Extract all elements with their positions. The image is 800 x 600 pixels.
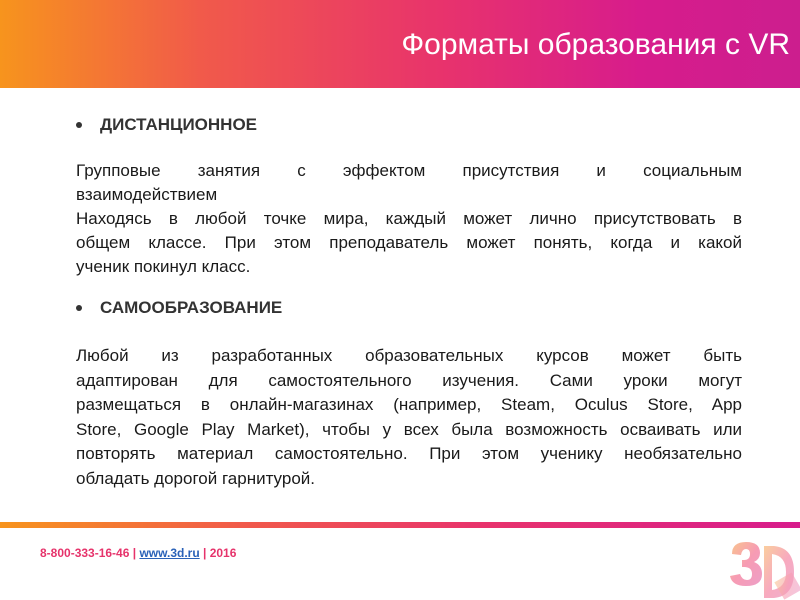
footer-divider [0,522,800,528]
slide-title: Форматы образования с VR [401,28,790,61]
text-line: Store, Google Play Market), чтобы у всех была возможность осваивать или [76,419,742,439]
header-banner [0,0,800,88]
text-line: общем классе. При этом преподаватель может понять, когда и какой [76,233,742,252]
footer-phone: 8-800-333-16-46 [40,546,130,560]
text-line: взаимодействием [76,185,218,204]
3dru-logo-icon [718,532,800,600]
text-line: повторять материал самостоятельно. При этом ученику необязательно [76,444,742,463]
text-line: размещаться в онлайн-магазинах (например, Steam, Oculus Store, App [76,395,742,414]
section-text-self-education [76,344,742,491]
footer-website-link[interactable]: www.3d.ru [139,546,200,560]
footer-contacts [40,546,236,560]
text-line: Находясь в любой точке мира, каждый может лично присутствовать в [76,209,742,228]
bullet-icon [76,122,82,128]
text-line: адаптирован для самостоятельного изучения. Сами уроки могут [76,370,742,390]
section-heading-label: ДИСТАНЦИОННОЕ [100,115,258,134]
text-line: Групповые занятия с эффектом присутствия и социальным [76,161,742,180]
footer-separator: | [129,546,140,560]
text-line: обладать дорогой гарнитурой. [76,468,315,488]
footer-separator: | [199,546,210,560]
bullet-icon [76,305,82,311]
section-heading-label: САМООБРАЗОВАНИЕ [100,298,283,317]
section-text-distance [76,159,742,279]
footer-year: 2016 [209,546,237,560]
text-line: ученик покинул класс. [76,257,251,276]
text-line: Любой из разработанных образовательных курсов может быть [76,346,742,365]
